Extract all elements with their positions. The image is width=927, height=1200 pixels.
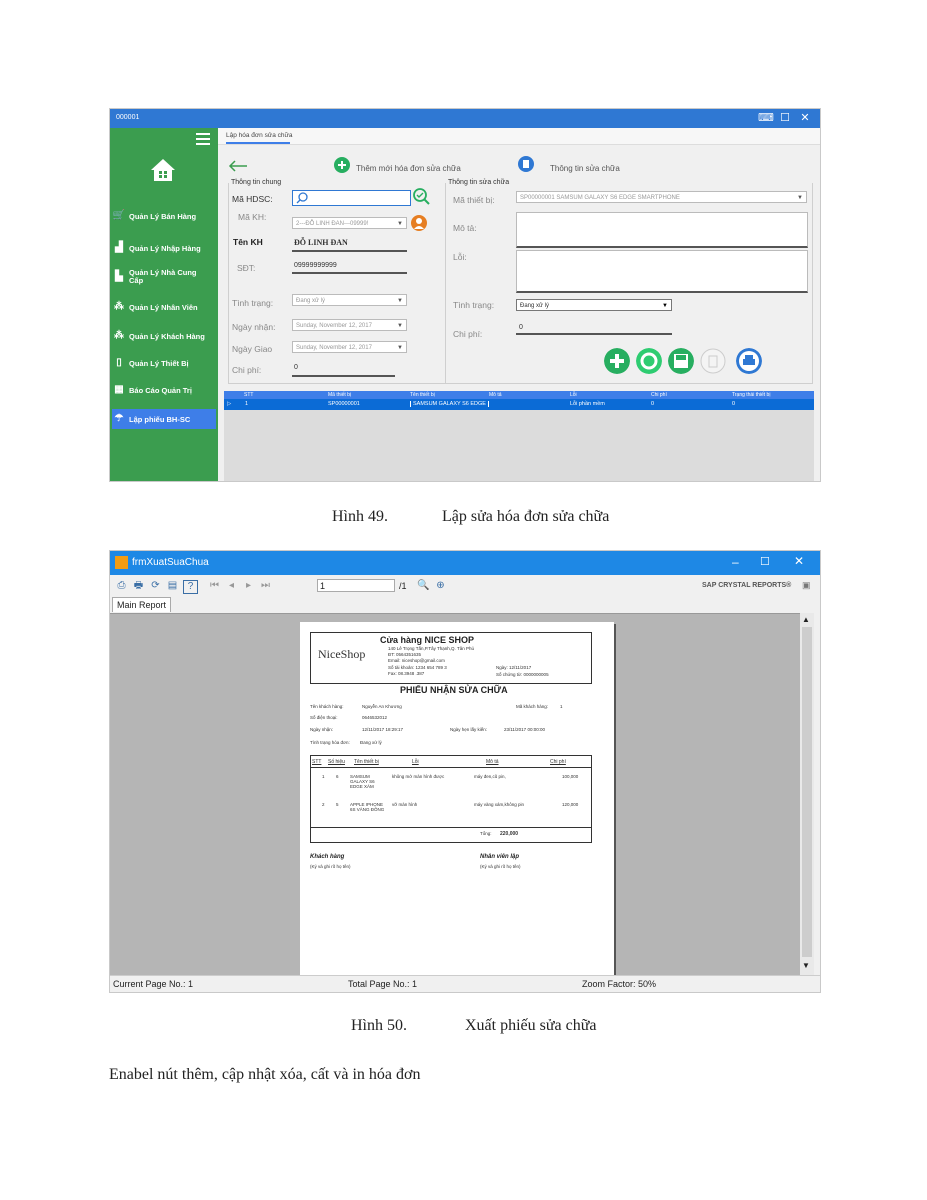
crystal-reports-brand: SAP CRYSTAL REPORTS® <box>702 582 792 589</box>
customer-sign-label: Khách hàng <box>310 854 345 860</box>
items-table <box>310 755 592 843</box>
ngay-giao-picker[interactable] <box>292 341 407 353</box>
cell: Lỗi phần mềm <box>570 401 605 407</box>
grid-col-loi[interactable]: Lỗi <box>570 392 577 398</box>
grid-col-stt[interactable]: STT <box>244 392 254 398</box>
minimize-icon[interactable]: – <box>732 555 739 569</box>
sidebar-item-label: Quản Lý Thiết Bị <box>129 358 189 368</box>
status-label: Tình trạng hóa đơn: <box>310 740 350 745</box>
ma-kh-value: 2---ĐỖ LINH ĐAN---09999! <box>296 221 369 227</box>
voucher-no: Số chứng từ: 0000000005 <box>496 672 549 677</box>
cell: 0 <box>651 401 655 407</box>
group-tree-icon[interactable]: ▤ <box>167 580 178 591</box>
vertical-scrollbar[interactable] <box>800 613 814 975</box>
maximize-icon[interactable]: ☐ <box>760 556 770 568</box>
th-stt: STT <box>312 759 322 765</box>
figure-49-screenshot <box>109 108 821 482</box>
cell: máy đen,cũ pin, <box>474 774 506 779</box>
ma-kh-select[interactable] <box>292 217 407 229</box>
staff-sign-note: (Ký và ghi rõ họ tên) <box>480 864 521 869</box>
ma-kh-label: Mã KH: <box>238 212 267 222</box>
chi-phi-label: Chi phí: <box>232 365 262 375</box>
cell: SP00000001 <box>328 401 360 407</box>
th-so-hieu: Số hiệu <box>328 759 345 765</box>
sidebar-item-bao-cao[interactable] <box>112 381 216 399</box>
ten-kh-label: Tên KH <box>233 237 263 247</box>
row-pointer-icon: ▷ <box>227 401 232 407</box>
grid-empty-area <box>224 410 814 481</box>
add-customer-icon[interactable] <box>411 215 427 231</box>
info-circle-icon[interactable] <box>518 156 534 172</box>
sidebar-item-khach-hang[interactable] <box>112 327 216 345</box>
customer-name: Nguyễn An Khương <box>362 704 402 709</box>
chevron-down-icon: ▼ <box>662 303 668 309</box>
figure-50-screenshot <box>109 550 821 993</box>
repair-chi-phi-input[interactable]: 0 <box>519 324 523 331</box>
sidebar-item-label: Quản Lý Nhân Viên <box>129 302 198 312</box>
search-icon <box>296 192 308 204</box>
cell: 2 <box>322 802 325 807</box>
zoom-icon[interactable]: ⊕ <box>436 580 445 591</box>
hamburger-menu-icon[interactable] <box>196 133 210 145</box>
chevron-down-icon: ▼ <box>397 221 403 227</box>
appointment-label: Ngày hẹn lấy kiến: <box>450 727 488 732</box>
sidebar-item-label: Quản Lý Nhập Hàng <box>129 243 201 253</box>
loi-textarea[interactable] <box>516 250 808 293</box>
tab-main-report[interactable]: Main Report <box>112 597 171 612</box>
ma-thiet-bi-label: Mã thiết bị: <box>453 195 495 205</box>
last-page-icon[interactable]: ⏭ <box>261 580 270 591</box>
cart-icon: 🛒 <box>112 210 126 221</box>
cell: 6 <box>336 774 339 779</box>
repair-tinh-trang-select[interactable] <box>516 299 672 311</box>
sdt-input[interactable]: 09999999999 <box>294 262 337 269</box>
total-value: 220,000 <box>500 831 519 837</box>
status-value: Đang xử lý <box>360 740 382 745</box>
shop-name: Cửa hàng NICE SHOP <box>380 635 475 645</box>
ma-hdsc-label: Mã HDSC: <box>232 194 273 204</box>
chevron-down-icon: ▼ <box>397 345 403 351</box>
ma-thiet-bi-value: SP00000001 SAMSUM GALAXY S6 EDGE SMARTPHONE <box>520 195 680 201</box>
chi-phi-underline <box>292 375 395 377</box>
delete-button[interactable] <box>700 348 726 374</box>
ten-kh-underline <box>292 250 407 252</box>
supplier-icon: ▙ <box>115 271 123 282</box>
repair-chi-phi-underline <box>516 333 672 335</box>
grid-col-chi-phi[interactable]: Chi phí <box>651 392 667 398</box>
scroll-up-icon[interactable]: ▲ <box>802 615 810 624</box>
chevron-down-icon: ▼ <box>397 323 403 329</box>
caption-50-number: Hình 50. <box>351 1017 407 1034</box>
chi-phi-input[interactable]: 0 <box>294 364 298 371</box>
back-arrow-icon[interactable] <box>228 160 248 172</box>
report-viewer <box>110 613 814 976</box>
ngay-nhan-label: Ngày nhận: <box>232 322 276 332</box>
ngay-giao-value: Sunday, November 12, 2017 <box>296 345 372 351</box>
close-icon[interactable]: ✕ <box>800 112 810 124</box>
cell: không mở màn hình được <box>392 774 445 779</box>
customers-icon: ⁂ <box>114 330 124 341</box>
table-row[interactable] <box>224 399 814 410</box>
caption-49-number: Hình 49. <box>332 508 388 525</box>
cell: 120,000 <box>562 802 579 807</box>
shop-fax: Fax: 08.3948 .387 <box>388 671 425 676</box>
add-circle-icon[interactable] <box>334 157 350 173</box>
report-icon: ▦ <box>114 384 124 395</box>
report-toolbar <box>110 575 820 597</box>
tab-lap-hoa-don[interactable]: Lập hóa đơn sửa chữa <box>226 132 293 139</box>
scroll-thumb[interactable] <box>802 627 812 957</box>
ma-thiet-bi-select[interactable] <box>516 191 807 203</box>
tab-strip <box>218 128 820 145</box>
grid-col-mo-ta[interactable]: Mô tả <box>489 392 502 398</box>
scroll-down-icon[interactable]: ▼ <box>802 961 810 970</box>
refresh-icon[interactable]: ⟳ <box>151 580 160 591</box>
help-icon[interactable]: ? <box>183 580 198 594</box>
report-title: PHIẾU NHẬN SỬA CHỮA <box>400 685 508 695</box>
sidebar-item-nhan-vien[interactable] <box>112 298 216 316</box>
customer-code-label: Mã khách hàng: <box>516 704 549 709</box>
report-page <box>300 622 614 976</box>
general-info-label: Thông tin chung <box>231 179 282 186</box>
cell: APPLE IPHONE 6S VÀNG ĐỒNG <box>350 802 385 812</box>
truck-icon: ▟ <box>115 242 123 253</box>
shop-email: Email: niceshop@gmail.com <box>388 658 445 663</box>
refresh-button[interactable] <box>636 348 662 374</box>
grid-col-ma-thiet-bi[interactable]: Mã thiết bị <box>328 392 352 398</box>
cell: vỡ màn hình <box>392 802 418 807</box>
received-label: Ngày nhận: <box>310 727 334 732</box>
zoom-factor: Zoom Factor: 50% <box>582 979 657 989</box>
tinh-trang-label: Tình trạng: <box>232 298 274 308</box>
sdt-label: SĐT: <box>237 263 256 273</box>
cell: 100,000 <box>562 774 579 779</box>
th-chi-phi: Chi phí <box>550 759 566 765</box>
cell: SAMSUM GALAXY S6 EDGE XÁM <box>350 774 375 789</box>
close-icon[interactable]: ✕ <box>794 554 805 568</box>
cell: 1 <box>245 401 249 407</box>
sidebar-item-thiet-bi[interactable] <box>112 354 216 372</box>
tinh-trang-value: Đang xử lý <box>296 298 326 304</box>
ngay-nhan-value: Sunday, November 12, 2017 <box>296 323 372 329</box>
sidebar-item-ban-hang[interactable] <box>112 207 216 225</box>
home-icon[interactable] <box>150 158 176 182</box>
th-mo-ta: Mô tả <box>486 759 499 765</box>
sidebar-item-label: Quản Lý Nhà Cung Cấp <box>129 268 197 285</box>
page-number-input[interactable]: 1 <box>317 579 395 592</box>
sidebar-item-label: Lập phiếu BH-SC <box>129 414 191 424</box>
sdt-underline <box>292 272 407 274</box>
export-icon[interactable]: ⎙ <box>117 580 126 591</box>
ngay-giao-label: Ngày Giao <box>232 344 273 354</box>
items-table-divider <box>310 767 592 768</box>
umbrella-icon: ☂ <box>114 413 124 424</box>
sidebar-item-label: Quản Lý Khách Hàng <box>129 331 205 341</box>
customer-sign-note: (Ký và ghi rõ họ tên) <box>310 864 351 869</box>
sidebar-item-label: Báo Cáo Quản Trị <box>129 385 192 395</box>
customer-name-label: Tên khách hàng: <box>310 704 344 709</box>
th-ten-thiet-bi: Tên thiết bị <box>354 759 379 765</box>
caption-50-text: Xuất phiếu sửa chữa <box>465 1017 597 1034</box>
grid-col-ten-thiet-bi[interactable]: Tên thiết bị <box>410 392 435 398</box>
phone-label: Số điện thoại: <box>310 715 338 720</box>
sidebar-item-nhap-hang[interactable] <box>112 239 216 257</box>
grid-col-trang-thai[interactable]: Trạng thái thiết bị <box>732 392 771 398</box>
tinh-trang-select[interactable] <box>292 294 407 306</box>
cell: máy vàng xám,không pin <box>474 802 525 807</box>
first-page-icon[interactable]: ⏮ <box>210 580 219 591</box>
people-icon: ⁂ <box>114 301 124 312</box>
shop-phone: ĐT: 0564351635 <box>388 652 422 657</box>
chevron-down-icon: ▼ <box>797 195 803 201</box>
items-table-divider <box>310 827 592 828</box>
shop-account: Số tài khoản: 1234 654 789 3 <box>388 665 447 670</box>
cell: SAMSUM GALAXY S6 EDGE <box>410 401 489 407</box>
app-icon <box>115 556 128 569</box>
print-button[interactable] <box>736 348 762 374</box>
ma-hdsc-input[interactable] <box>292 190 411 206</box>
cell: 5 <box>336 802 339 807</box>
window-titlebar <box>110 109 820 128</box>
window-titlebar <box>110 551 820 575</box>
toggle-panel-icon[interactable]: ▣ <box>802 580 811 590</box>
search-check-icon[interactable] <box>412 187 430 205</box>
find-icon[interactable]: 🔍 <box>417 580 430 591</box>
report-statusbar <box>110 975 820 993</box>
received-value: 12/11/2017 18:29:17 <box>362 727 403 732</box>
maximize-icon[interactable]: ☐ <box>780 112 790 124</box>
loi-label: Lỗi: <box>453 252 467 262</box>
cell: 0 <box>732 401 736 407</box>
add-button[interactable] <box>604 348 630 374</box>
repair-info-group-label: Thông tin sửa chữa <box>448 179 510 186</box>
print-icon[interactable]: 🖶 <box>133 580 144 591</box>
caption-49-text: Lập sửa hóa đơn sửa chữa <box>442 508 610 525</box>
repair-tinh-trang-value: Đang xử lý <box>520 303 550 309</box>
ten-kh-value: ĐỖ LINH ĐAN <box>294 238 348 247</box>
phone-value: 0646532012 <box>362 715 388 720</box>
sidebar <box>110 128 218 481</box>
sidebar-item-nha-cung-cap[interactable] <box>112 266 216 288</box>
appointment-value: 23/11/2017 00:00:00 <box>504 727 545 732</box>
report-date: Ngày: 12/11/2017 <box>496 665 532 670</box>
add-new-invoice-label[interactable]: Thêm mới hóa đơn sửa chữa <box>356 164 461 173</box>
total-label: Tổng: <box>480 831 492 836</box>
th-loi: Lỗi <box>412 759 419 765</box>
current-page: Current Page No.: 1 <box>113 979 194 989</box>
save-button[interactable] <box>668 348 694 374</box>
page-total: /1 <box>399 581 407 591</box>
customer-code: 1 <box>560 704 563 709</box>
mo-ta-label: Mô tả: <box>453 223 477 233</box>
sidebar-item-label: Quản Lý Bán Hàng <box>129 211 197 221</box>
prev-page-icon[interactable]: ◂ <box>228 580 235 591</box>
shop-address: 140 Lê Trọng Tấn,P.Tây Thạnh,Q. Tân Phú <box>388 646 474 651</box>
device-icon: ▯ <box>116 357 122 368</box>
body-text: Enabel nút thêm, cập nhật xóa, cất và in hóa đơn <box>109 1066 421 1083</box>
repair-tinh-trang-label: Tình trạng: <box>453 300 495 310</box>
sidebar-item-lap-phieu[interactable] <box>112 409 216 429</box>
grid-header <box>224 391 814 399</box>
staff-sign-label: Nhân viên lập <box>480 854 520 860</box>
window-title: frmXuatSuaChua <box>132 557 209 568</box>
window-title: 000001 <box>116 114 140 121</box>
chevron-down-icon: ▼ <box>397 298 403 304</box>
shop-logo: NiceShop <box>318 647 366 661</box>
mo-ta-textarea[interactable] <box>516 212 808 248</box>
tab-underline <box>226 142 290 144</box>
ngay-nhan-picker[interactable] <box>292 319 407 331</box>
repair-chi-phi-label: Chi phí: <box>453 329 483 339</box>
cell: 1 <box>322 774 325 779</box>
repair-info-header-label[interactable]: Thông tin sửa chữa <box>550 164 620 173</box>
keyboard-icon[interactable]: ⌨ <box>758 112 774 124</box>
total-page: Total Page No.: 1 <box>348 979 418 989</box>
next-page-icon[interactable]: ▸ <box>245 580 252 591</box>
